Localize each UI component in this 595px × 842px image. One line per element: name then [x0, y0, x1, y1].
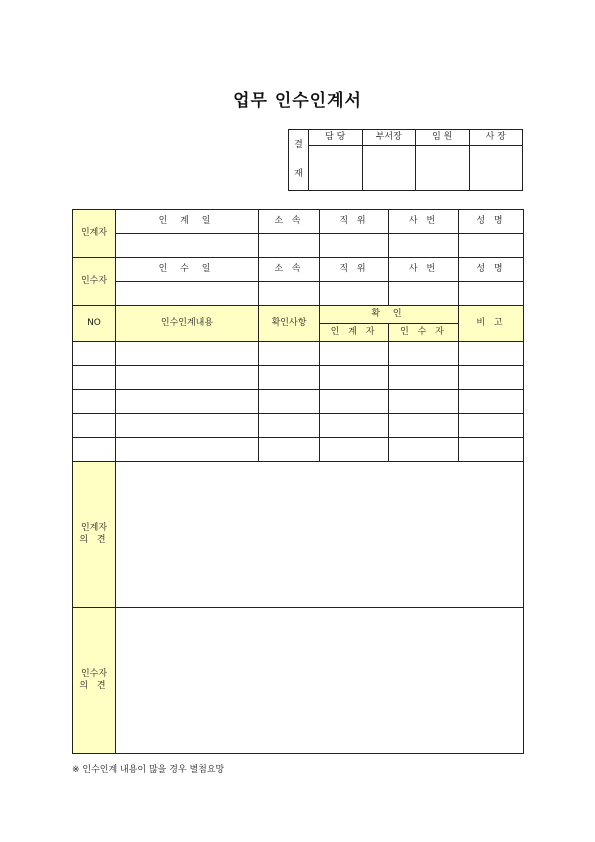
handover-position-field[interactable] [320, 234, 389, 258]
document-title: 업무 인수인계서 [233, 91, 362, 111]
item-no-cell[interactable] [73, 414, 116, 438]
receiver-empno-header: 사 번 [389, 258, 459, 282]
approval-role-president: 사 장 [469, 130, 523, 146]
items-check-header: 확인사항 [259, 306, 320, 342]
item-content-cell[interactable] [116, 414, 259, 438]
handover-date-header: 인 계 일 [116, 210, 259, 234]
receiver-dept-field[interactable] [259, 282, 320, 306]
handover-opinion-label [73, 462, 116, 608]
handover-dept-header: 소 속 [259, 210, 320, 234]
item-row [73, 366, 524, 390]
receiver-opinion-label-line2: 의 견 [79, 680, 109, 691]
item-remarks-cell[interactable] [459, 390, 524, 414]
item-content-cell[interactable] [116, 438, 259, 462]
items-confirm-receiver-header: 인 수 자 [389, 324, 459, 342]
receiver-empno-field[interactable] [389, 282, 459, 306]
item-row [73, 414, 524, 438]
items-confirm-header: 확 인 [320, 306, 459, 324]
approval-role-executive: 임 원 [416, 130, 470, 146]
approval-side-label [289, 130, 309, 191]
items-content-header: 인수인계내용 [116, 306, 259, 342]
handover-empno-header: 사 번 [389, 210, 459, 234]
receiver-name-field[interactable] [459, 282, 524, 306]
item-remarks-cell[interactable] [459, 414, 524, 438]
item-handover-confirm-cell[interactable] [320, 366, 389, 390]
item-no-cell[interactable] [73, 390, 116, 414]
approval-sign-president[interactable] [469, 146, 523, 191]
items-remarks-header: 비 고 [459, 306, 524, 342]
item-receiver-confirm-cell[interactable] [389, 342, 459, 366]
handover-dept-field[interactable] [259, 234, 320, 258]
approval-role-staff: 담 당 [309, 130, 363, 146]
item-no-cell[interactable] [73, 366, 116, 390]
receiver-position-field[interactable] [320, 282, 389, 306]
item-check-cell[interactable] [259, 390, 320, 414]
item-receiver-confirm-cell[interactable] [389, 366, 459, 390]
handover-opinion-label-line2: 의 견 [79, 534, 109, 545]
approval-side-label-2: 재 [294, 169, 303, 179]
items-no-header: NO [73, 306, 116, 342]
item-check-cell[interactable] [259, 366, 320, 390]
item-row [73, 438, 524, 462]
approval-sign-dept-head[interactable] [362, 146, 416, 191]
item-receiver-confirm-cell[interactable] [389, 390, 459, 414]
handover-opinion-label-line1: 인계자 [80, 523, 108, 534]
items-confirm-handover-header: 인 계 자 [320, 324, 389, 342]
receive-date-field[interactable] [116, 282, 259, 306]
item-handover-confirm-cell[interactable] [320, 438, 389, 462]
receiver-dept-header: 소 속 [259, 258, 320, 282]
item-row [73, 390, 524, 414]
receiver-person-label: 인수자 [73, 258, 116, 306]
handover-date-field[interactable] [116, 234, 259, 258]
receiver-position-header: 직 위 [320, 258, 389, 282]
item-check-cell[interactable] [259, 438, 320, 462]
approval-sign-staff[interactable] [309, 146, 363, 191]
item-row [73, 342, 524, 366]
approval-table [288, 129, 523, 191]
item-remarks-cell[interactable] [459, 342, 524, 366]
handover-opinion-field[interactable] [116, 462, 524, 608]
receive-date-header: 인 수 일 [116, 258, 259, 282]
receiver-opinion-label-line1: 인수자 [80, 669, 108, 680]
handover-name-field[interactable] [459, 234, 524, 258]
handover-form-table [72, 209, 524, 754]
item-remarks-cell[interactable] [459, 438, 524, 462]
handover-position-header: 직 위 [320, 210, 389, 234]
item-handover-confirm-cell[interactable] [320, 390, 389, 414]
receiver-name-header: 성 명 [459, 258, 524, 282]
approval-side-label-1: 결 [294, 139, 303, 150]
item-receiver-confirm-cell[interactable] [389, 438, 459, 462]
handover-empno-field[interactable] [389, 234, 459, 258]
item-content-cell[interactable] [116, 342, 259, 366]
item-receiver-confirm-cell[interactable] [389, 414, 459, 438]
approval-sign-executive[interactable] [416, 146, 470, 191]
item-check-cell[interactable] [259, 342, 320, 366]
receiver-opinion-label [73, 608, 116, 754]
item-content-cell[interactable] [116, 390, 259, 414]
item-remarks-cell[interactable] [459, 366, 524, 390]
receiver-opinion-field[interactable] [116, 608, 524, 754]
item-content-cell[interactable] [116, 366, 259, 390]
item-handover-confirm-cell[interactable] [320, 414, 389, 438]
approval-role-dept-head: 부서장 [362, 130, 416, 146]
item-no-cell[interactable] [73, 342, 116, 366]
handover-name-header: 성 명 [459, 210, 524, 234]
item-no-cell[interactable] [73, 438, 116, 462]
handover-person-label: 인계자 [73, 210, 116, 258]
item-handover-confirm-cell[interactable] [320, 342, 389, 366]
footnote: ※ 인수인계 내용이 많을 경우 별첨요망 [72, 765, 225, 775]
item-check-cell[interactable] [259, 414, 320, 438]
